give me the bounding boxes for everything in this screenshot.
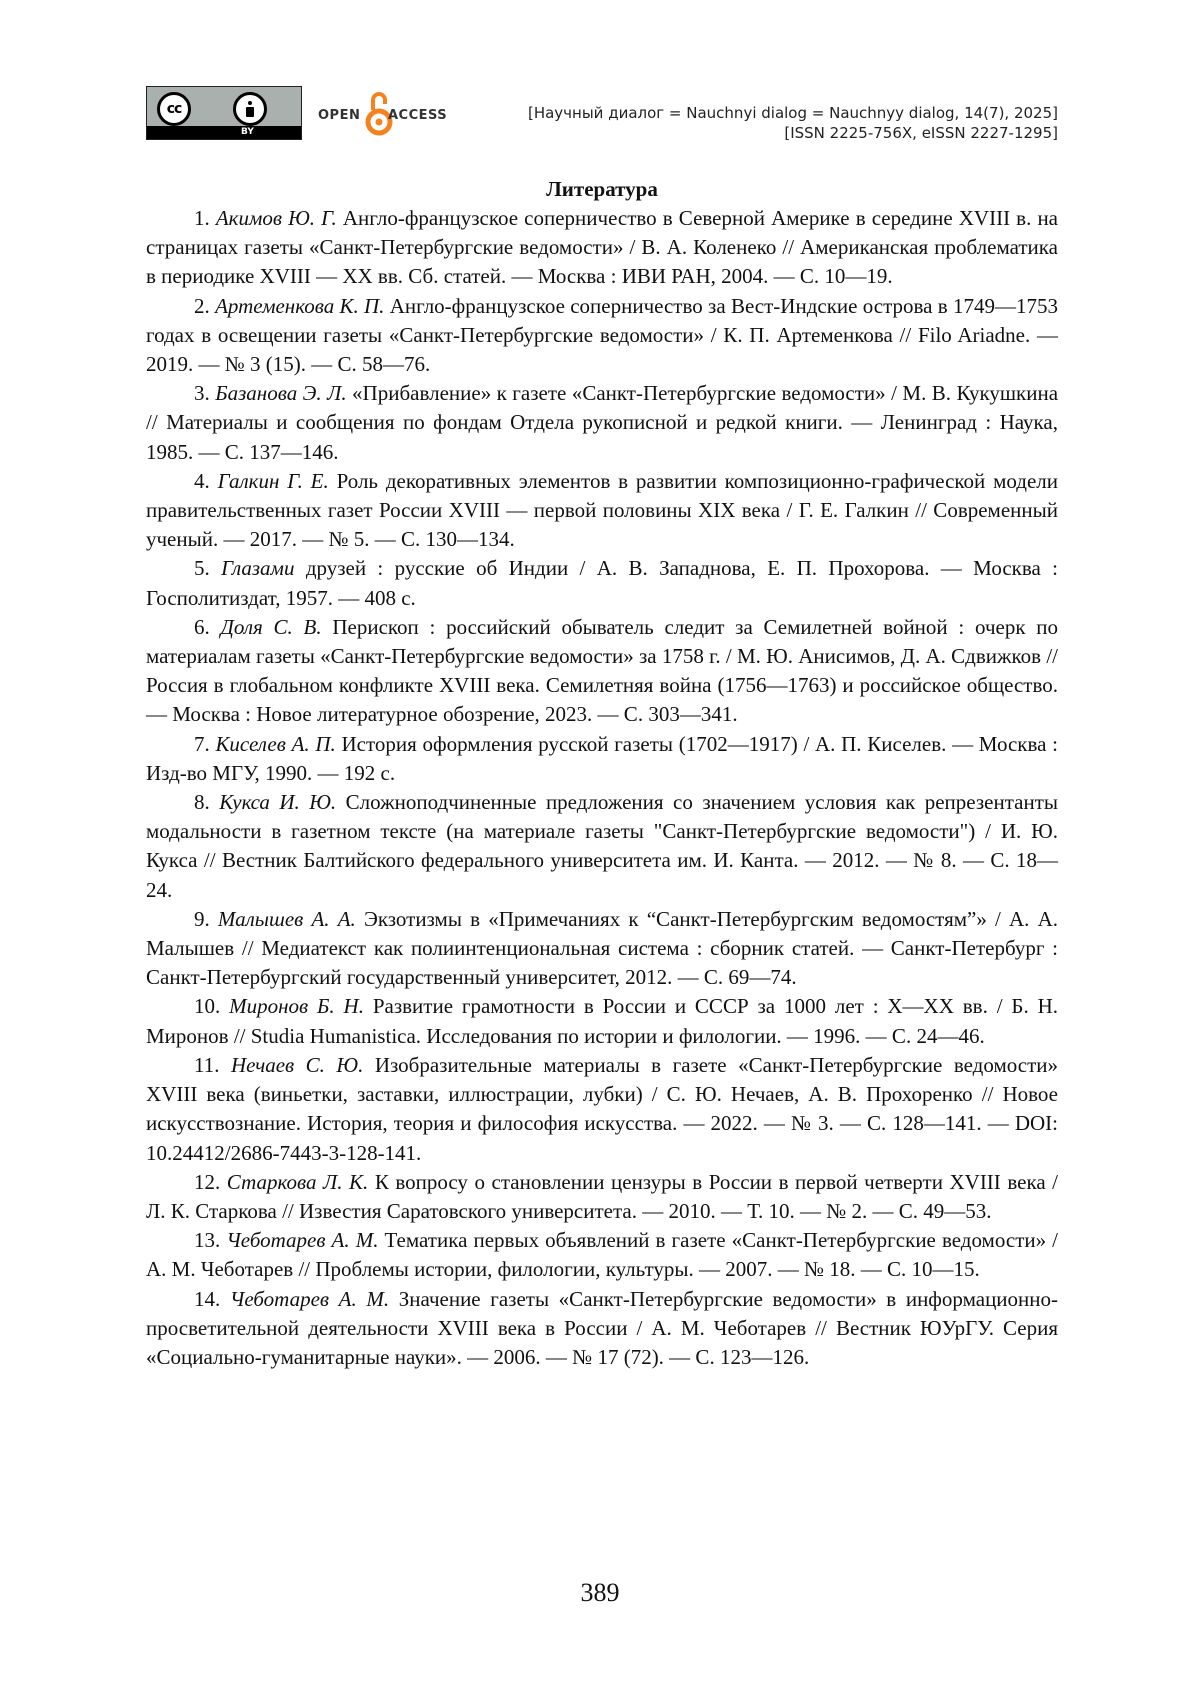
person-icon bbox=[233, 92, 267, 126]
journal-line-1: [Научный диалог = Nauchnyi dialog = Nauchnyy dialog, 14(7), 2025] bbox=[527, 104, 1058, 122]
open-access-logo[interactable] bbox=[318, 88, 468, 138]
reference-item: 4. Галкин Г. Е. Роль декоративных элементов в развитии композиционно-графической модели правительственных газет России XVIII — первой половины XIX века / Г. Е. Галкин // Современный ученый. — 2017. — № 5. — С. 130—134. bbox=[146, 468, 1059, 552]
journal-line-2: [ISSN 2225-756X, eISSN 2227-1295] bbox=[784, 124, 1058, 142]
reference-item: 5. Глазами друзей : русские об Индии / А. В. Западнова, Е. П. Прохорова. — Москва : Госполитиздат, 1957. — 408 с. bbox=[146, 556, 1059, 610]
reference-item: 9. Малышев А. А. Экзотизмы в «Примечаниях к “Санкт-Петербургским ведомостям”» / А. А. Малышев // Медиатекст как полиинтенциональная система : сборник статей. — Санкт-Петербург : Санкт-Петербургский государственный университет, 2012. — С. 69—74. bbox=[146, 906, 1059, 990]
reference-item: 7. Киселев А. П. История оформления русской газеты (1702—1917) / А. П. Киселев. — Москва : Изд-во МГУ, 1990. — 192 с. bbox=[146, 731, 1059, 785]
reference-author: Киселев А. П. bbox=[215, 731, 336, 756]
reference-author: Артеменкова К. П. bbox=[215, 293, 385, 318]
reference-author: Старкова Л. К. bbox=[226, 1169, 369, 1194]
reference-item: 6. Доля С. В. Перископ : российский обыватель следит за Семилетней войной : очерк по материалам газеты «Санкт-Петербургские ведомости» за 1758 г. / М. Ю. Анисимов, Д. А. Сдвижков // Россия в глобальном конфликте XVIII века. Семилетняя война (1756—1763) и российское общество. — Москва : Новое литературное обозрение, 2023. — С. 303—341. bbox=[146, 614, 1059, 727]
reference-author: Акимов Ю. Г. bbox=[215, 206, 337, 230]
journal-citation bbox=[528, 103, 1058, 143]
reference-author: Миронов Б. Н. bbox=[229, 994, 364, 1019]
open-access-word-access: ACCESS bbox=[388, 108, 448, 123]
reference-item: 13. Чеботарев А. М. Тематика первых объявлений в газете «Санкт-Петербургские ведомости» / А. М. Чеботарев // Проблемы истории, филологии, культуры. — 2007. — № 18. — С. 10—15. bbox=[146, 1228, 1059, 1282]
reference-item: 3. Базанова Э. Л. «Прибавление» к газете «Санкт-Петербургские ведомости» / М. В. Кукушкина // Материалы и сообщения по фондам Отдела рукописной и редкой книги. — Ленинград : Наука, 1985. — С. 137—146. bbox=[146, 381, 1059, 464]
reference-author: Доля С. В. bbox=[220, 614, 322, 639]
reference-item: 11. Нечаев С. Ю. Изобразительные материалы в газете «Санкт-Петербургские ведомости» XVIII века (виньетки, заставки, иллюстрации, лубки) / С. Ю. Нечаев, А. В. Прохоренко // Новое искусствознание. История, теория и философия искусства. — 2022. — № 3. — С. 128—141. — DOI: 10.24412/2686-7443-3-128-141. bbox=[146, 1052, 1059, 1165]
reference-item: 8. Кукса И. Ю. Сложноподчиненные предложения со значением условия как репрезентанты модальности в газетном тексте (на материале газеты "Санкт-Петербургские ведомости") / И. Ю. Кукса // Вестник Балтийского федерального университета им. И. Канта. — 2012. — № 8. — С. 18—24. bbox=[146, 790, 1059, 902]
reference-author: Чеботарев А. М. bbox=[226, 1228, 379, 1253]
reference-item: 14. Чеботарев А. М. Значение газеты «Санкт-Петербургские ведомости» в информационно-просветительной деятельности XVIII века в России / А. М. Чеботарев // Вестник ЮУрГУ. Серия «Социально-гуманитарные науки». — 2006. — № 17 (72). — С. 123—126. bbox=[146, 1286, 1059, 1369]
cc-icon: cc bbox=[157, 92, 191, 126]
reference-author: Галкин Г. Е. bbox=[217, 468, 329, 493]
by-label: BY bbox=[241, 127, 254, 137]
reference-author: Малышев А. А. bbox=[217, 906, 356, 931]
reference-author: Нечаев С. Ю. bbox=[230, 1052, 364, 1077]
reference-author: Базанова Э. Л. bbox=[215, 381, 347, 406]
section-title: Литература bbox=[546, 177, 658, 201]
reference-item: 2. Артеменкова К. П. Англо-французское соперничество за Вест-Индские острова в 1749—1753 годах в освещении газеты «Санкт-Петербургские ведомости» / К. П. Артеменкова // Filo Ariadne. — 2019. — № 3 (15). — С. 58—76. bbox=[146, 293, 1059, 377]
page-number: 389 bbox=[580, 1578, 620, 1607]
reference-item: 1. Акимов Ю. Г. Англо-французское соперничество в Северной Америке в середине XVIII в. на страницах газеты «Санкт-Петербургские ведомости» / В. А. Коленеко // Американская проблематика в периодике XVIII — XX вв. Сб. статей. — Москва : ИВИ РАН, 2004. — С. 10—19. bbox=[146, 206, 1058, 289]
open-access-word-open: OPEN bbox=[318, 108, 361, 123]
reference-list bbox=[146, 204, 1058, 1372]
reference-item: 10. Миронов Б. Н. Развитие грамотности в России и СССР за 1000 лет : X—XX вв. / Б. Н. Миронов // Studia Humanistica. Исследования по истории и филологии. — 1996. — С. 24—46. bbox=[146, 994, 1059, 1048]
reference-author: Кукса И. Ю. bbox=[219, 790, 337, 815]
reference-author: Глазами bbox=[221, 556, 295, 581]
reference-item: 12. Старкова Л. К. К вопросу о становлении цензуры в России в первой четверти XVIII века / Л. К. Старкова // Известия Саратовского университета. — 2010. — Т. 10. — № 2. — С. 49—53. bbox=[146, 1169, 1059, 1223]
cc-by-license-badge[interactable] bbox=[146, 86, 302, 140]
reference-author: Чеботарев А. М. bbox=[229, 1286, 390, 1311]
